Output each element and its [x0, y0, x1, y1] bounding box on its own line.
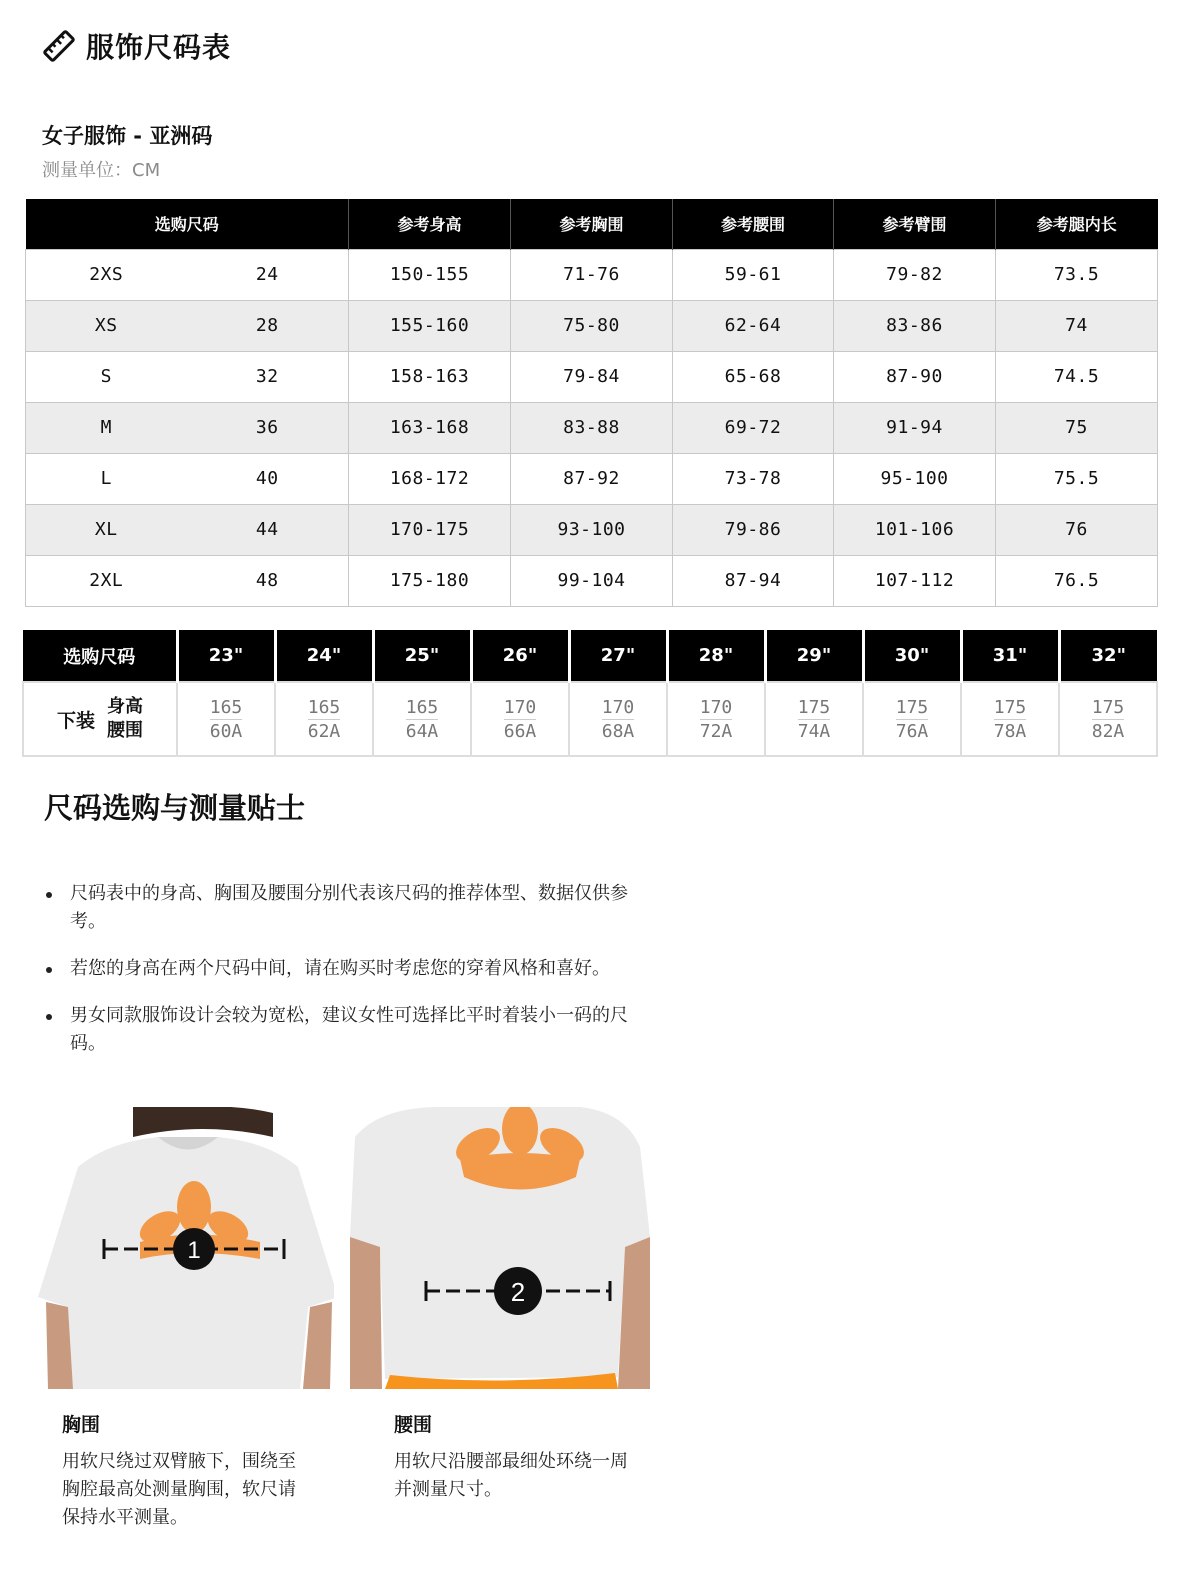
- header-arm: 参考臂围: [834, 199, 996, 249]
- table-cell: 79-84: [511, 351, 673, 402]
- table-row: [26, 249, 1158, 300]
- table-cell: 75.5: [996, 453, 1158, 504]
- pants-waist-value: 66A: [503, 720, 537, 742]
- tips-list: [44, 880, 654, 1077]
- pants-row-main-label: 下装: [56, 709, 95, 732]
- pants-size-table: [22, 630, 1158, 757]
- pants-waist-value: 60A: [209, 720, 243, 742]
- table-cell: 87-90: [834, 351, 996, 402]
- table-cell: 79-82: [834, 249, 996, 300]
- table-cell: 101-106: [834, 504, 996, 555]
- table-cell: 99-104: [511, 555, 673, 606]
- waist-measure-image: [350, 1107, 650, 1389]
- pants-row-label: [23, 682, 177, 756]
- pants-height-value: 175: [797, 696, 831, 718]
- pants-size-header: 31": [961, 630, 1059, 682]
- pants-size-header: 32": [1059, 630, 1157, 682]
- table-cell: 93-100: [511, 504, 673, 555]
- pants-size-cell: [1059, 682, 1157, 756]
- table-cell: 95-100: [834, 453, 996, 504]
- table-cell: 76.5: [996, 555, 1158, 606]
- pants-size-cell: [275, 682, 373, 756]
- pants-table-header: [23, 630, 1157, 682]
- header-chest: 参考胸围: [511, 199, 673, 249]
- pants-header-label: 选购尺码: [23, 630, 177, 682]
- header-inseam: 参考腿内长: [996, 199, 1158, 249]
- pants-size-cell: [667, 682, 765, 756]
- pants-size-header: 23": [177, 630, 275, 682]
- page-header: [42, 26, 231, 66]
- tip-item: 若您的身高在两个尺码中间，请在购买时考虑您的穿着风格和喜好。: [44, 955, 654, 983]
- pants-height-value: 170: [503, 696, 537, 718]
- table-cell: 87-94: [673, 555, 834, 606]
- table-cell: 73-78: [673, 453, 834, 504]
- table-cell: 71-76: [511, 249, 673, 300]
- measurement-unit: 测量单位：CM: [42, 160, 161, 181]
- table-cell: 65-68: [673, 351, 834, 402]
- pants-size-cell: [177, 682, 275, 756]
- table-cell: 62-64: [673, 300, 834, 351]
- table-cell: 87-92: [511, 453, 673, 504]
- header-size: 选购尺码: [26, 199, 349, 249]
- table-cell: 163-168: [349, 402, 511, 453]
- table-cell: 74.5: [996, 351, 1158, 402]
- table-cell: 75-80: [511, 300, 673, 351]
- pants-size-cell: [961, 682, 1059, 756]
- size-label-cell: M: [26, 402, 187, 453]
- waist-caption-title: 腰围: [394, 1414, 433, 1436]
- table-row: [26, 504, 1158, 555]
- pants-height-value: 165: [405, 696, 439, 718]
- size-label-cell: L: [26, 453, 187, 504]
- table-cell: 74: [996, 300, 1158, 351]
- pants-waist-value: 72A: [699, 720, 733, 742]
- tip-item: 男女同款服饰设计会较为宽松，建议女性可选择比平时着装小一码的尺码。: [44, 1002, 654, 1058]
- chest-caption-text: 用软尺绕过双臂腋下，围绕至胸腔最高处测量胸围，软尺请保持水平测量。: [62, 1451, 296, 1528]
- header-waist: 参考腰围: [673, 199, 834, 249]
- pants-size-header: 24": [275, 630, 373, 682]
- size-number-cell: 40: [187, 453, 349, 504]
- pants-height-value: 170: [601, 696, 635, 718]
- pants-size-header: 29": [765, 630, 863, 682]
- pants-waist-value: 82A: [1091, 720, 1125, 742]
- table-cell: 83-86: [834, 300, 996, 351]
- table-cell: 155-160: [349, 300, 511, 351]
- size-label-cell: 2XL: [26, 555, 187, 606]
- table-row: [26, 453, 1158, 504]
- table-cell: 83-88: [511, 402, 673, 453]
- table-cell: 73.5: [996, 249, 1158, 300]
- pants-height-value: 165: [209, 696, 243, 718]
- pants-waist-value: 76A: [895, 720, 929, 742]
- size-label-cell: XS: [26, 300, 187, 351]
- table-row: [26, 555, 1158, 606]
- pants-waist-value: 62A: [307, 720, 341, 742]
- table-cell: 150-155: [349, 249, 511, 300]
- pants-waist-value: 64A: [405, 720, 439, 742]
- pants-row-sub-height: 身高: [107, 696, 143, 717]
- tips-title: 尺码选购与测量贴士: [44, 791, 306, 825]
- table-row: [26, 351, 1158, 402]
- table-cell: 170-175: [349, 504, 511, 555]
- pants-size-header: 28": [667, 630, 765, 682]
- pants-height-value: 175: [1091, 696, 1125, 718]
- pants-size-header: 30": [863, 630, 961, 682]
- table-cell: 107-112: [834, 555, 996, 606]
- size-number-cell: 48: [187, 555, 349, 606]
- marker-number-1: 1: [187, 1237, 201, 1264]
- pants-height-value: 175: [993, 696, 1027, 718]
- size-number-cell: 44: [187, 504, 349, 555]
- table-row: [26, 402, 1158, 453]
- header-height: 参考身高: [349, 199, 511, 249]
- size-number-cell: 32: [187, 351, 349, 402]
- table-cell: 158-163: [349, 351, 511, 402]
- marker-number-2: 2: [510, 1277, 526, 1307]
- size-table-header: [26, 199, 1158, 249]
- table-cell: 168-172: [349, 453, 511, 504]
- table-cell: 59-61: [673, 249, 834, 300]
- section-title: 女子服饰 - 亚洲码: [42, 124, 213, 148]
- table-cell: 79-86: [673, 504, 834, 555]
- pants-size-cell: [765, 682, 863, 756]
- pants-height-value: 165: [307, 696, 341, 718]
- pants-height-value: 175: [895, 696, 929, 718]
- size-label-cell: S: [26, 351, 187, 402]
- table-cell: 75: [996, 402, 1158, 453]
- ruler-icon: [42, 29, 76, 63]
- pants-row: [23, 682, 1157, 756]
- table-cell: 69-72: [673, 402, 834, 453]
- tip-item: 尺码表中的身高、胸围及腰围分别代表该尺码的推荐体型、数据仅供参考。: [44, 880, 654, 936]
- chest-caption-title: 胸围: [62, 1414, 101, 1436]
- pants-size-header: 26": [471, 630, 569, 682]
- pants-height-value: 170: [699, 696, 733, 718]
- pants-size-cell: [373, 682, 471, 756]
- pants-waist-value: 78A: [993, 720, 1027, 742]
- pants-waist-value: 74A: [797, 720, 831, 742]
- waist-caption-text: 用软尺沿腰部最细处环绕一周并测量尺寸。: [394, 1451, 628, 1500]
- page-title: 服饰尺码表: [86, 31, 232, 64]
- pants-size-header: 25": [373, 630, 471, 682]
- size-label-cell: 2XS: [26, 249, 187, 300]
- pants-size-cell: [471, 682, 569, 756]
- size-chart-table: [25, 199, 1158, 607]
- size-number-cell: 28: [187, 300, 349, 351]
- pants-size-header: 27": [569, 630, 667, 682]
- size-label-cell: XL: [26, 504, 187, 555]
- table-row: [26, 300, 1158, 351]
- pants-size-cell: [569, 682, 667, 756]
- pants-size-cell: [863, 682, 961, 756]
- size-number-cell: 36: [187, 402, 349, 453]
- pants-row-sub-waist: 腰围: [107, 720, 143, 741]
- table-cell: 175-180: [349, 555, 511, 606]
- table-cell: 76: [996, 504, 1158, 555]
- pants-waist-value: 68A: [601, 720, 635, 742]
- size-number-cell: 24: [187, 249, 349, 300]
- table-cell: 91-94: [834, 402, 996, 453]
- chest-measure-image: [38, 1107, 334, 1389]
